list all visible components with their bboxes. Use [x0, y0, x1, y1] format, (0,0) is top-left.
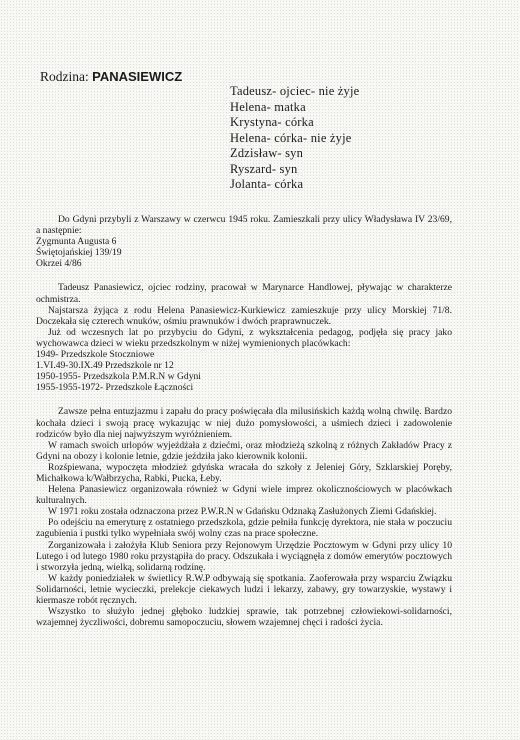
- family-member: Zdzisław- syn: [230, 146, 304, 160]
- closing-paragraph: Wszystko to służyło jednej głęboko ludzkiej sprawie, tak potrzebnej człowiekowi-solidarności, wzajemnej życzliwości, dobremu samopoczuciu, słowem wzajemnej chęci i radości życia.: [36, 606, 452, 629]
- schools-paragraph: Rozśpiewana, wypoczęta młodzież gdyńska wracała do szkoły z Jeleniej Góry, Szklarskiej Poręby, Michałkowa k/Wałbrzycha, Rabki, Pucka, Łeby.: [36, 461, 452, 484]
- events-paragraph: Helena Panasiewicz organizowała również w Gdyni wiele imprez okolicznościowych w placówkach kulturalnych.: [36, 484, 452, 507]
- father-paragraph: Tadeusz Panasiewicz, ojciec rodziny, pracował w Marynarce Handlowej, pływając w charakterze ochmistrza.: [36, 282, 452, 305]
- family-member: Helena- matka: [230, 99, 306, 114]
- retirement-paragraph: Po odejściu na emeryturę z ostatniego przedszkola, gdzie pełniła funkcję dyrektora, nie stała w poczuciu zagubienia i pustki tylko wypełniała swój wolny czas na prace społeczne.: [36, 517, 452, 540]
- document-body: [36, 214, 452, 628]
- document-heading: [40, 69, 182, 85]
- heading-label: Rodzina:: [40, 69, 89, 84]
- enthusiasm-paragraph: Zawsze pełna entuzjazmu i zapału do pracy poświęcała dla milusińskich każdą wolną chwilę. Bardzo kochała dzieci i swoją pracę wykazując w niej dużo pomysłowości, a uśmiech dzieci i zadowolenie rodziców było dla niej najwyższym wyróżnieniem.: [36, 406, 452, 440]
- address-line: Zygmunta Augusta 6: [36, 236, 117, 248]
- family-member: Tadeusz- ojciec- nie żyje: [230, 84, 360, 98]
- family-member: Krystyna- córka: [230, 115, 314, 129]
- award-paragraph: W 1971 roku została odznaczona przez P.W.R.N w Gdańsku Odznaką Zasłużonych Ziemi Gdańskiej.: [48, 506, 437, 518]
- family-members-list: [230, 84, 359, 193]
- family-member: Jolanta- córka: [230, 177, 304, 191]
- career-intro-paragraph: Już od wczesnych lat po przybyciu do Gdyni, z wykształcenia pedagog, podjęła się pracy jako wychowawca dzieci w wieku przedszkolnym w niżej wymienionych placówkach:: [36, 326, 452, 349]
- arrival-paragraph: Do Gdyni przybyli z Warszawy w czerwcu 1945 roku. Zamieszkali przy ulicy Władysława IV 23/69, a następnie:: [36, 214, 452, 237]
- workplace-line: 1950-1955- Przedszkola P.M.R.N w Gdyni: [36, 371, 201, 383]
- workplace-line: 1955-1955-1972- Przedszkole Łączności: [36, 382, 194, 394]
- eldest-paragraph: Najstarsza żyjąca z rodu Helena Panasiewicz-Kurkiewicz zamieszkuje przy ulicy Morskiej 71/8. Doczekała się czterech wnuków, ośmiu prawnuków i dwóch praprawnuczek.: [36, 304, 452, 327]
- family-member: Ryszard- syn: [230, 161, 298, 176]
- holidays-paragraph: W ramach swoich urlopów wyjeżdżała z dziećmi, oraz młodzieżą szkolną z różnych Zakładów Pracy z Gdyni na obozy i kolonie letnie, gdzie jeździła jako kierownik kolonii.: [36, 439, 452, 462]
- mondays-paragraph: W każdy poniedziałek w świetlicy R.W.P odbywają się spotkania. Zaoferowała przy wsparciu Związku Solidarności, letnie wycieczki, prelekcje ciekawych ludzi i lekarzy, zabawy, gry towarzyskie, wystawy i kiermasze robót ręcznych.: [36, 572, 452, 606]
- club-paragraph: Zorganizowała i założyła Klub Seniora przy Rejonowym Urzędzie Pocztowym w Gdyni przy ulicy 10 Lutego i od lutego 1980 roku przystąpiła do pracy. Odszukała i wyciągnęła z domów emerytów pocztowych i stworzyła jedną, wielką, solidarną rodzinę.: [36, 539, 452, 573]
- address-line: Okrzei 4/86: [36, 258, 82, 270]
- address-line: Świętojańskiej 139/19: [36, 247, 122, 259]
- family-surname: PANASIEWICZ: [92, 69, 183, 84]
- family-member: Helena- córka- nie żyje: [230, 130, 352, 145]
- workplace-line: 1949- Przedszkole Stoczniowe: [36, 349, 155, 361]
- workplace-line: 1.VI.49-30.IX.49 Przedszkole nr 12: [36, 360, 174, 372]
